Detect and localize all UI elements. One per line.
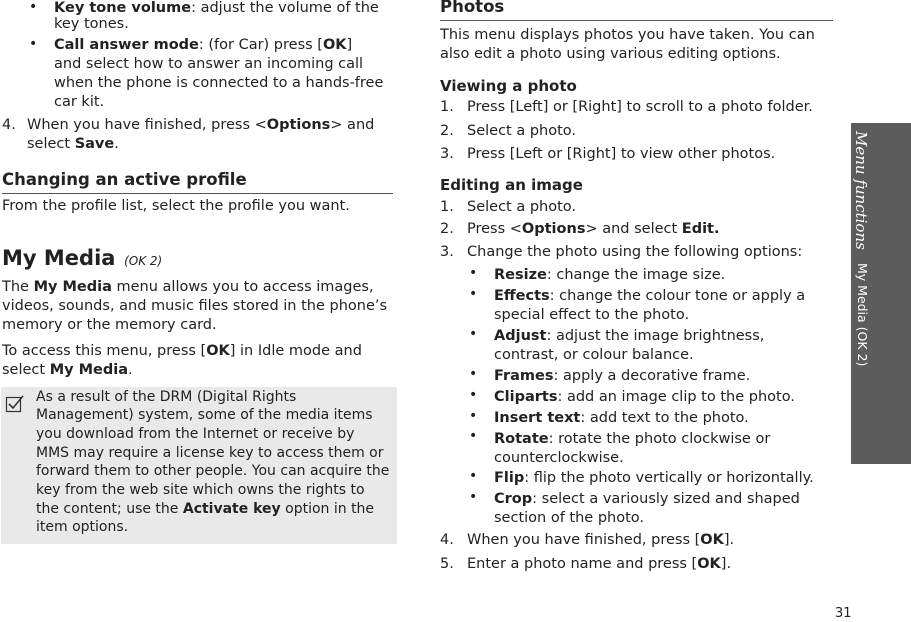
editing-heading: Editing an image xyxy=(440,176,583,194)
photos-heading: Photos xyxy=(440,0,505,16)
photos-text: This menu displays photos you have taken. You can xyxy=(440,27,815,43)
option-insert-text: Insert text: add text to the photo. xyxy=(494,410,749,426)
option-adjust-cont: contrast, or colour balance. xyxy=(494,347,694,363)
bullet-dot: • xyxy=(469,326,478,342)
bullet-dot: • xyxy=(469,387,478,403)
edit-step-text: Enter a photo name and press [OK]. xyxy=(467,556,732,572)
edit-step-number: 4. xyxy=(440,532,454,548)
photos-text-cont: also edit a photo using various editing options. xyxy=(440,46,781,62)
bullet-dot: • xyxy=(29,36,38,52)
side-tab-section: Menu functions xyxy=(852,131,870,250)
changing-profile-heading: Changing an active profile xyxy=(2,170,247,189)
bullet-call-answer-mode-cont3: car kit. xyxy=(54,94,105,110)
note-line: Management) system, some of the media items xyxy=(36,407,373,423)
option-flip: Flip: flip the photo vertically or horizontally. xyxy=(494,470,814,486)
access-text: To access this menu, press [OK] in Idle mode and xyxy=(2,343,362,359)
bullet-key-tone-volume: Key tone volume: adjust the volume of the xyxy=(54,0,379,16)
option-rotate-cont: counterclockwise. xyxy=(494,450,624,466)
note-line: the content; use the Activate key option in the xyxy=(36,501,375,517)
intro-text-cont2: memory or the memory card. xyxy=(2,317,217,333)
bullet-call-answer-mode: Call answer mode: (for Car) press [OK] xyxy=(54,37,353,53)
step-4-text: When you have finished, press <Options> and xyxy=(27,117,375,133)
bullet-dot: • xyxy=(469,489,478,505)
option-rotate: Rotate: rotate the photo clockwise or xyxy=(494,431,771,447)
drm-note-box xyxy=(1,387,397,544)
side-tab-subsection: My Media (OK 2) xyxy=(855,263,870,367)
intro-text: The My Media menu allows you to access images, xyxy=(2,279,374,295)
note-line: As a result of the DRM (Digital Rights xyxy=(36,389,297,405)
changing-profile-text: From the profile list, select the profile you want. xyxy=(2,198,350,214)
option-resize: Resize: change the image size. xyxy=(494,267,726,283)
viewing-step-number: 2. xyxy=(440,123,454,139)
page-number: 31 xyxy=(835,606,852,621)
option-frames: Frames: apply a decorative frame. xyxy=(494,368,751,384)
option-crop: Crop: select a variously sized and shaped xyxy=(494,491,800,507)
bullet-dot: • xyxy=(469,265,478,281)
note-line: MMS may require a license key to access them or xyxy=(36,445,384,461)
step-4-text-cont: select Save. xyxy=(27,136,119,152)
edit-step-number: 2. xyxy=(440,221,454,237)
heading-rule xyxy=(2,193,393,194)
note-check-icon xyxy=(5,394,25,414)
viewing-step-text: Press [Left or [Right] to view other photos. xyxy=(467,146,776,162)
viewing-step-number: 1. xyxy=(440,99,454,115)
bullet-dot: • xyxy=(469,286,478,302)
bullet-key-tone-volume-cont: key tones. xyxy=(54,16,129,32)
section-side-tab xyxy=(851,123,911,464)
intro-text-cont1: videos, sounds, and music files stored in the phone’s xyxy=(2,298,388,314)
access-text-cont: select My Media. xyxy=(2,362,133,378)
heading-rule xyxy=(440,20,833,21)
bullet-dot: • xyxy=(469,408,478,424)
option-effects-cont: special effect to the photo. xyxy=(494,307,690,323)
option-cliparts: Cliparts: add an image clip to the photo. xyxy=(494,389,795,405)
option-crop-cont: section of the photo. xyxy=(494,510,644,526)
note-line: forward them to other people. You can acquire the xyxy=(36,463,390,479)
step-4-number: 4. xyxy=(2,117,16,133)
edit-step-text: Press <Options> and select Edit. xyxy=(467,221,720,237)
edit-step-number: 5. xyxy=(440,556,454,572)
edit-step-number: 3. xyxy=(440,244,454,260)
edit-step-text: Select a photo. xyxy=(467,199,577,215)
viewing-step-number: 3. xyxy=(440,146,454,162)
option-adjust: Adjust: adjust the image brightness, xyxy=(494,328,765,344)
note-line: item options. xyxy=(36,519,129,535)
page-title: My Media (OK 2) xyxy=(2,246,163,270)
bullet-call-answer-mode-cont2: when the phone is connected to a hands-free xyxy=(54,75,384,91)
bullet-call-answer-mode-cont1: and select how to answer an incoming call xyxy=(54,56,364,72)
bullet-dot: • xyxy=(469,468,478,484)
option-effects: Effects: change the colour tone or apply a xyxy=(494,288,806,304)
viewing-step-text: Press [Left] or [Right] to scroll to a photo folder. xyxy=(467,99,813,115)
note-line: you download from the Internet or receive by xyxy=(36,426,355,442)
bullet-dot: • xyxy=(29,0,38,15)
viewing-step-text: Select a photo. xyxy=(467,123,577,139)
bullet-dot: • xyxy=(469,366,478,382)
bullet-dot: • xyxy=(469,428,478,444)
edit-step-number: 1. xyxy=(440,199,454,215)
edit-step-text: Change the photo using the following options: xyxy=(467,244,803,260)
note-line: key from the web site which owns the rights to xyxy=(36,482,365,498)
viewing-heading: Viewing a photo xyxy=(440,77,577,95)
edit-step-text: When you have finished, press [OK]. xyxy=(467,532,735,548)
